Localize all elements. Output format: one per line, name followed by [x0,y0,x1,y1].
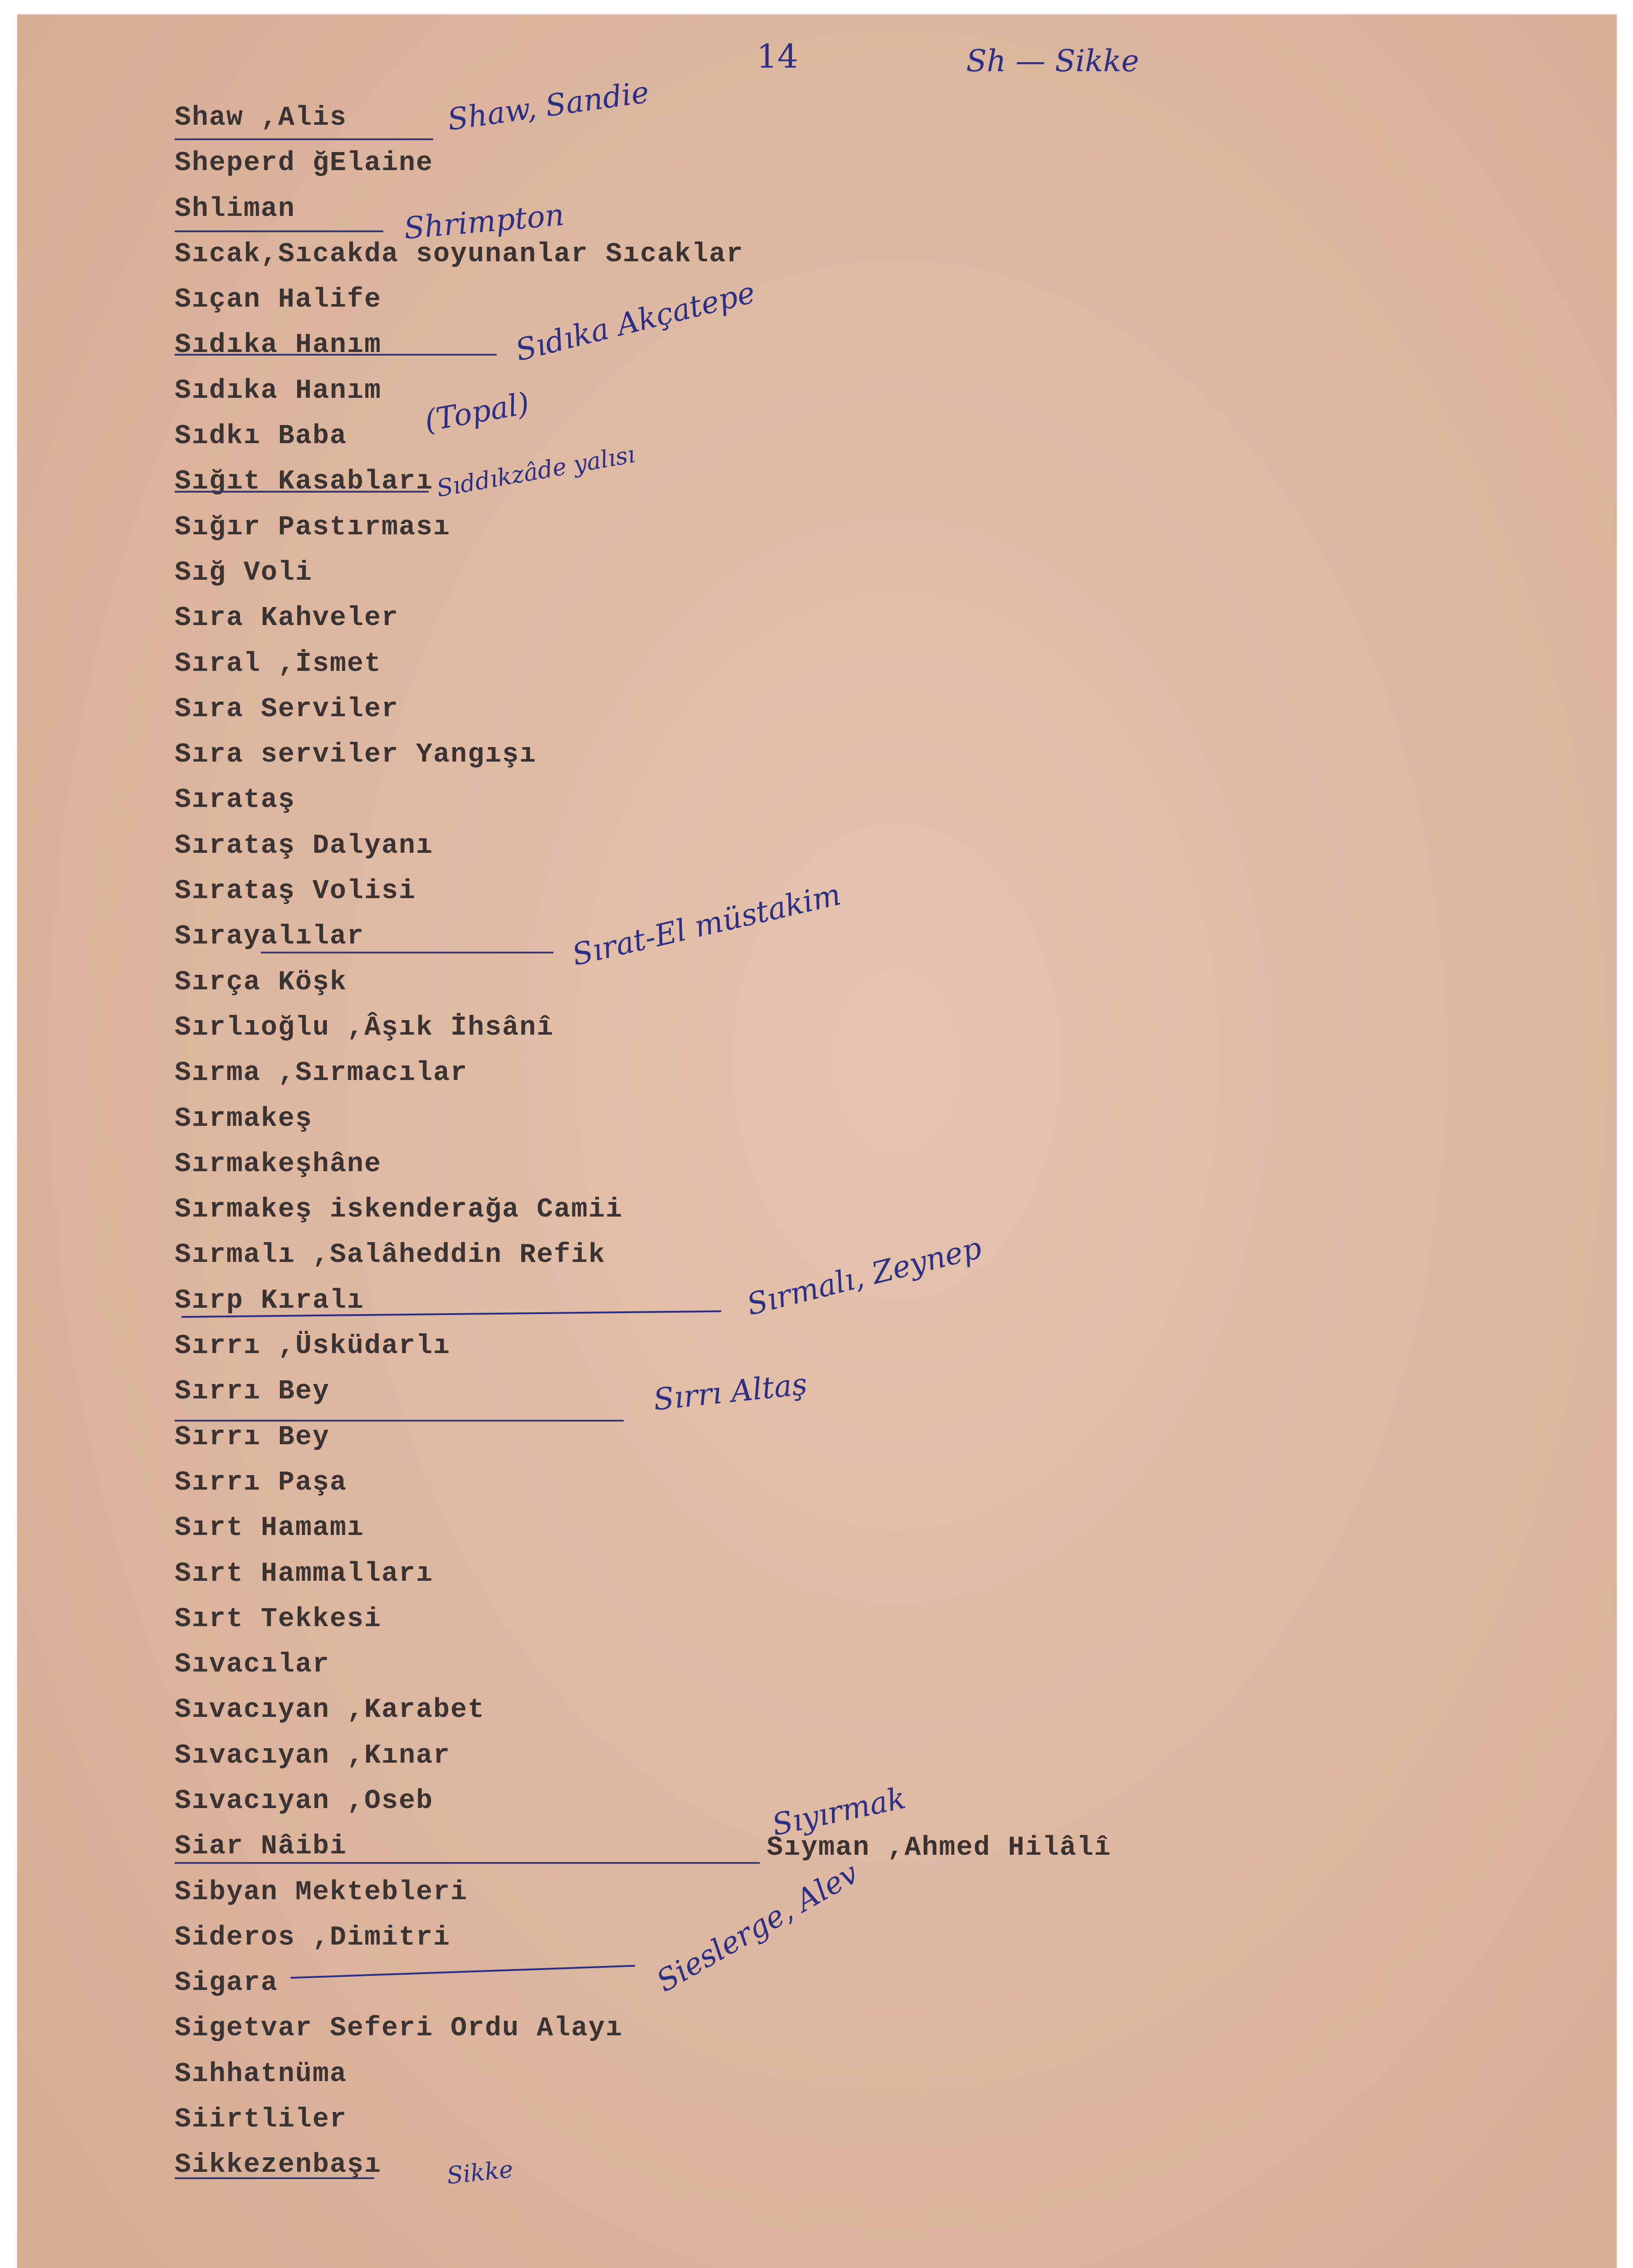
list-item: Siirtliler [175,2104,347,2136]
typed-insert-entry: Sıyman ,Ahmed Hilâlî [767,1833,1112,1863]
list-item: Sığ Voli [175,557,313,588]
page-number: 14 [757,37,798,75]
handwritten-note: Sırrı Altaş [651,1366,809,1418]
list-item: Sığır Pastırması [175,512,451,543]
list-item: Sırrı Paşa [175,1467,347,1498]
list-item: Sırayalılar [175,921,365,953]
list-item: Sırt Tekkesi [175,1603,382,1635]
handwritten-note: Sırat-El müstakim [569,876,844,973]
list-item: Sırmalı ,Salâheddin Refik [175,1240,606,1271]
list-item: Sırt Hamamı [175,1513,365,1544]
list-item: Sigetvar Seferi Ordu Alayı [175,2013,623,2044]
list-item: Sırrı Bey [175,1376,330,1408]
list-item: Sıhhatnüma [175,2058,347,2090]
list-item: Sıral ,İsmet [175,648,382,679]
handwritten-note: Sıddıkzâde yalısı [435,440,637,503]
list-item: Sırmakeş [175,1103,313,1134]
handwritten-note: Sıyırmak [769,1780,909,1843]
handwritten-note: Sikke [445,2156,514,2190]
insertion-line [175,1420,624,1422]
list-item: Sıdıka Hanım [175,330,382,361]
list-item: Sıvacıyan ,Kınar [175,1740,451,1771]
list-item: Sırataş Volisi [175,876,416,907]
list-item: Siar Nâibi [175,1831,347,1862]
insertion-line [175,138,433,140]
list-item: Sırp Kıralı [175,1285,365,1316]
handwritten-note: Shaw, Sandie [445,74,651,137]
list-item: Sıra Serviler [175,694,399,725]
list-item: Sıvacılar [175,1649,330,1681]
list-item: Sırça Köşk [175,967,347,998]
list-item: Sırlıoğlu ,Âşık İhsânî [175,1012,554,1043]
list-item: Sikkezenbaşı [175,2150,382,2181]
handwritten-note: Sieslerge, Alev [650,1855,865,1999]
list-item: Sırrı Bey [175,1422,330,1453]
list-item: Sırmakeş iskenderağa Camii [175,1194,623,1226]
handwritten-note: Shrimpton [402,197,566,246]
list-item: Sırmakeşhâne [175,1149,382,1180]
handwritten-note: (Topal) [422,386,532,439]
list-item: Sırrı ,Üsküdarlı [175,1331,451,1362]
list-item: Sıvacıyan ,Oseb [175,1785,434,1817]
list-item: Sideros ,Dimitri [175,1922,451,1953]
insertion-line [175,1862,760,1864]
list-item: Sıra serviler Yangışı [175,739,537,771]
list-item: Sırataş [175,785,296,816]
list-item: Sırt Hammalları [175,1558,434,1589]
list-item: Shliman [175,193,296,225]
list-item: Sıçan Halife [175,284,382,316]
handwritten-note: Sırmalı, Zeynep [743,1230,985,1322]
handwritten-note: Sıdıka Akçatepe [512,274,759,368]
list-item: Shaw ,Alis [175,103,347,133]
list-item: Sıdkı Baba [175,421,347,452]
list-item: Sıdıka Hanım [175,375,382,406]
list-item: Sığıt Kasabları [175,466,434,498]
list-item: Sıvacıyan ,Karabet [175,1695,485,1726]
list-item: Sheperd ğElaine [175,148,434,179]
list-item: Sıcak,Sıcakda soyunanlar Sıcaklar [175,239,744,270]
list-item: Sıra Kahveler [175,603,399,634]
list-item: Sibyan Mektebleri [175,1877,468,1908]
list-item: Sırataş Dalyanı [175,830,434,861]
insertion-line [175,230,383,232]
header-note: Sh — Sikke [966,44,1139,78]
insertion-line [261,952,553,953]
insertion-line [175,491,429,493]
list-item: Sırma ,Sırmacılar [175,1058,468,1089]
insertion-line [175,2177,374,2179]
list-item: Sigara [175,1968,279,1999]
insertion-line [175,354,497,356]
